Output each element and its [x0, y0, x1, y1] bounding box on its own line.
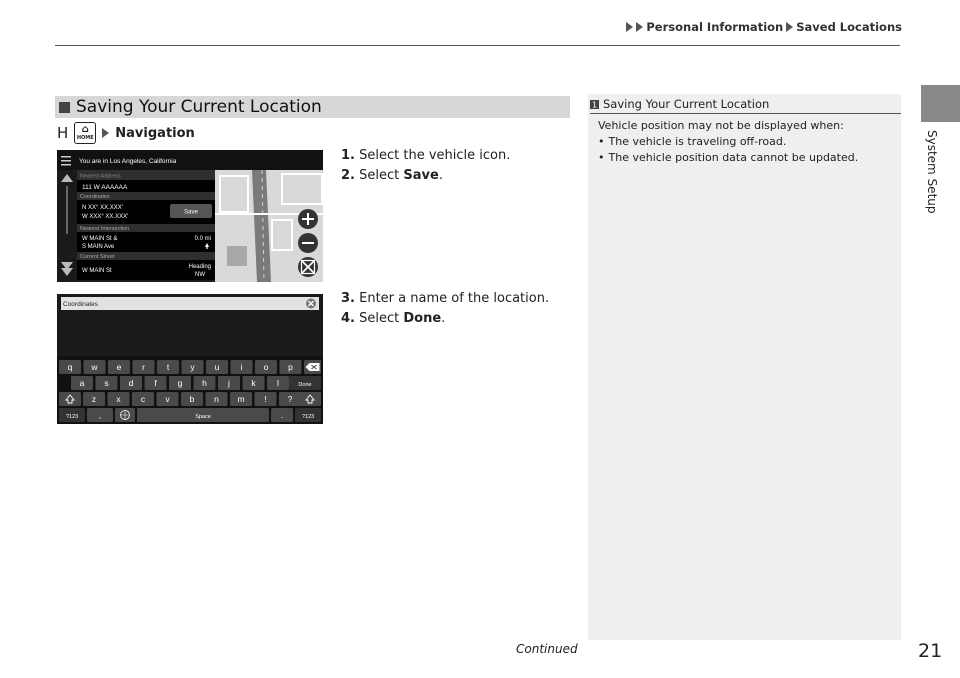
svg-text:!: !	[264, 394, 267, 404]
nearest-intersection-label: Nearest Intersection	[80, 226, 130, 232]
intersection-distance: 0.0 mi	[194, 236, 211, 242]
svg-text:u: u	[214, 362, 220, 372]
fullscreen-icon[interactable]	[298, 257, 318, 277]
breadcrumb-item-personal-information: Personal Information	[646, 20, 784, 34]
key-c[interactable]	[132, 392, 154, 406]
svg-text:1: 1	[591, 100, 598, 109]
svg-text:,: ,	[98, 410, 102, 420]
location-line: You are in Los Angeles, California	[79, 158, 177, 165]
shift-right-key[interactable]	[299, 392, 321, 406]
breadcrumb-arrow-icon	[786, 22, 793, 32]
zoom-in-icon[interactable]	[298, 209, 318, 229]
svg-text:e: e	[116, 362, 122, 372]
breadcrumb-arrow-icon	[636, 22, 643, 32]
nearest-address: 111 W AAAAAA	[82, 184, 128, 191]
note-heading	[590, 97, 769, 111]
svg-text:g: g	[177, 378, 183, 388]
svg-text:d: d	[128, 378, 134, 388]
section-title: Saving Your Current Location	[76, 97, 322, 117]
key-o[interactable]	[255, 360, 277, 374]
svg-text:.: .	[280, 410, 284, 420]
svg-text:v: v	[165, 394, 170, 404]
heading-label: Heading	[188, 264, 211, 270]
chapter-label: System Setup	[925, 130, 939, 214]
svg-text:r: r	[142, 362, 145, 372]
svg-text:s: s	[104, 378, 109, 388]
home-label: HOME	[76, 135, 94, 141]
note-panel	[588, 94, 901, 640]
chapter-tab	[921, 85, 960, 122]
key-u[interactable]	[206, 360, 228, 374]
step-2: 2. Select Save.	[341, 168, 443, 183]
note-bullet: • The vehicle is traveling off-road.	[598, 135, 787, 148]
backspace-key[interactable]	[304, 360, 321, 374]
key-e[interactable]	[108, 360, 130, 374]
symbols-key-left[interactable]	[59, 408, 85, 422]
key-s[interactable]	[96, 376, 118, 390]
intersection-line-2: S MAIN Ave	[82, 244, 115, 250]
key-t[interactable]	[157, 360, 179, 374]
key-r[interactable]	[133, 360, 155, 374]
bullet-dot-icon: •	[598, 151, 605, 164]
key-h[interactable]	[194, 376, 216, 390]
house-icon: ⌂	[81, 124, 89, 135]
section-heading	[55, 96, 570, 118]
key-p[interactable]	[280, 360, 302, 374]
svg-text:j: j	[228, 378, 230, 388]
page-number: 21	[918, 640, 943, 662]
key-j[interactable]	[218, 376, 240, 390]
svg-text:w: w	[91, 362, 98, 372]
svg-text:h: h	[202, 378, 207, 388]
note-title: Saving Your Current Location	[603, 97, 770, 111]
heading-value: NW	[195, 272, 205, 278]
svg-text:p: p	[288, 362, 293, 372]
symbols-key-right[interactable]	[295, 408, 321, 422]
svg-text:a: a	[79, 378, 85, 388]
svg-text:z: z	[91, 394, 97, 404]
key-k[interactable]	[243, 376, 265, 390]
zoom-out-icon[interactable]	[298, 233, 318, 253]
steps-block-1	[341, 146, 510, 186]
key-m[interactable]	[230, 392, 252, 406]
comma-key[interactable]	[87, 408, 113, 422]
svg-text:?: ?	[287, 394, 293, 404]
coordinate-latitude: N XX° XX.XXX'	[82, 205, 123, 211]
breadcrumb-item-saved-locations: Saved Locations	[796, 20, 902, 34]
current-street: W MAIN St	[82, 268, 112, 274]
menu-icon[interactable]	[61, 156, 71, 166]
period-key[interactable]	[271, 408, 293, 422]
nearest-address-label: Nearest Address	[80, 173, 121, 180]
name-input-field[interactable]: Coordinates	[63, 301, 99, 308]
svg-text:x: x	[116, 394, 121, 404]
current-street-label: Current Street	[80, 254, 115, 260]
note-marker-icon	[590, 100, 599, 109]
svg-text:?123: ?123	[65, 414, 79, 420]
keyboard-screen	[57, 294, 323, 424]
coordinate-longitude: W XXX° XX.XXX'	[82, 214, 129, 220]
save-button-label: Save	[184, 209, 198, 216]
key-b[interactable]	[181, 392, 203, 406]
svg-text:q: q	[67, 362, 73, 372]
key-d[interactable]	[120, 376, 142, 390]
key-f[interactable]	[145, 376, 167, 390]
path-arrow-icon	[102, 128, 109, 138]
key-exclaim[interactable]	[255, 392, 277, 406]
space-key[interactable]	[137, 408, 269, 422]
key-x[interactable]	[108, 392, 130, 406]
svg-text:n: n	[214, 394, 219, 404]
step-4: 4. Select Done.	[341, 311, 446, 326]
key-q[interactable]	[59, 360, 81, 374]
shift-left-key[interactable]	[59, 392, 81, 406]
svg-text:o: o	[263, 362, 269, 372]
header-divider	[55, 45, 900, 46]
intersection-line-1: W MAIN St &	[82, 236, 118, 242]
svg-text:m: m	[237, 394, 245, 404]
coordinates-label: Coordinates	[80, 194, 110, 200]
home-button-icon	[74, 122, 96, 144]
note-bullet: • The vehicle position data cannot be updated.	[598, 151, 859, 164]
svg-text:y: y	[190, 362, 195, 372]
svg-text:Space: Space	[195, 414, 211, 420]
key-w[interactable]	[84, 360, 106, 374]
continued-label: Continued	[516, 642, 578, 656]
steps-block-2	[341, 289, 549, 329]
navigation-label: Navigation	[115, 125, 195, 141]
svg-text:i: i	[240, 362, 243, 372]
where-am-i-screen-art	[57, 150, 323, 282]
svg-text:t: t	[166, 362, 170, 372]
svg-text:l: l	[277, 378, 279, 388]
keyboard-screen-art	[57, 294, 323, 424]
key-z[interactable]	[83, 392, 105, 406]
save-button[interactable]	[170, 204, 212, 218]
key-a[interactable]	[71, 376, 93, 390]
breadcrumb-arrow-icon	[626, 22, 633, 32]
note-intro: Vehicle position may not be displayed when:	[598, 119, 844, 132]
key-v[interactable]	[157, 392, 179, 406]
breadcrumb	[626, 20, 902, 34]
note-divider	[590, 113, 901, 114]
section-square-icon	[59, 102, 70, 113]
clear-input-icon[interactable]	[306, 299, 316, 309]
note-body	[598, 118, 858, 166]
where-am-i-screen	[57, 150, 323, 282]
svg-text:k: k	[251, 378, 256, 388]
key-y[interactable]	[182, 360, 204, 374]
navigation-path	[57, 122, 195, 144]
svg-text:?123: ?123	[301, 414, 315, 420]
key-question[interactable]	[279, 392, 301, 406]
key-n[interactable]	[206, 392, 228, 406]
key-i[interactable]	[231, 360, 253, 374]
key-l[interactable]	[267, 376, 289, 390]
svg-text:Done: Done	[298, 382, 312, 388]
svg-text:b: b	[189, 394, 195, 404]
key-g[interactable]	[169, 376, 191, 390]
step-3: 3. Enter a name of the location.	[341, 291, 550, 306]
bullet-dot-icon: •	[598, 135, 605, 148]
svg-text:f: f	[154, 378, 157, 388]
svg-text:c: c	[140, 394, 146, 404]
language-key[interactable]	[115, 408, 135, 422]
h-symbol-icon: H	[57, 124, 69, 142]
step-1: 1. Select the vehicle icon.	[341, 148, 511, 163]
done-key[interactable]	[289, 376, 321, 390]
